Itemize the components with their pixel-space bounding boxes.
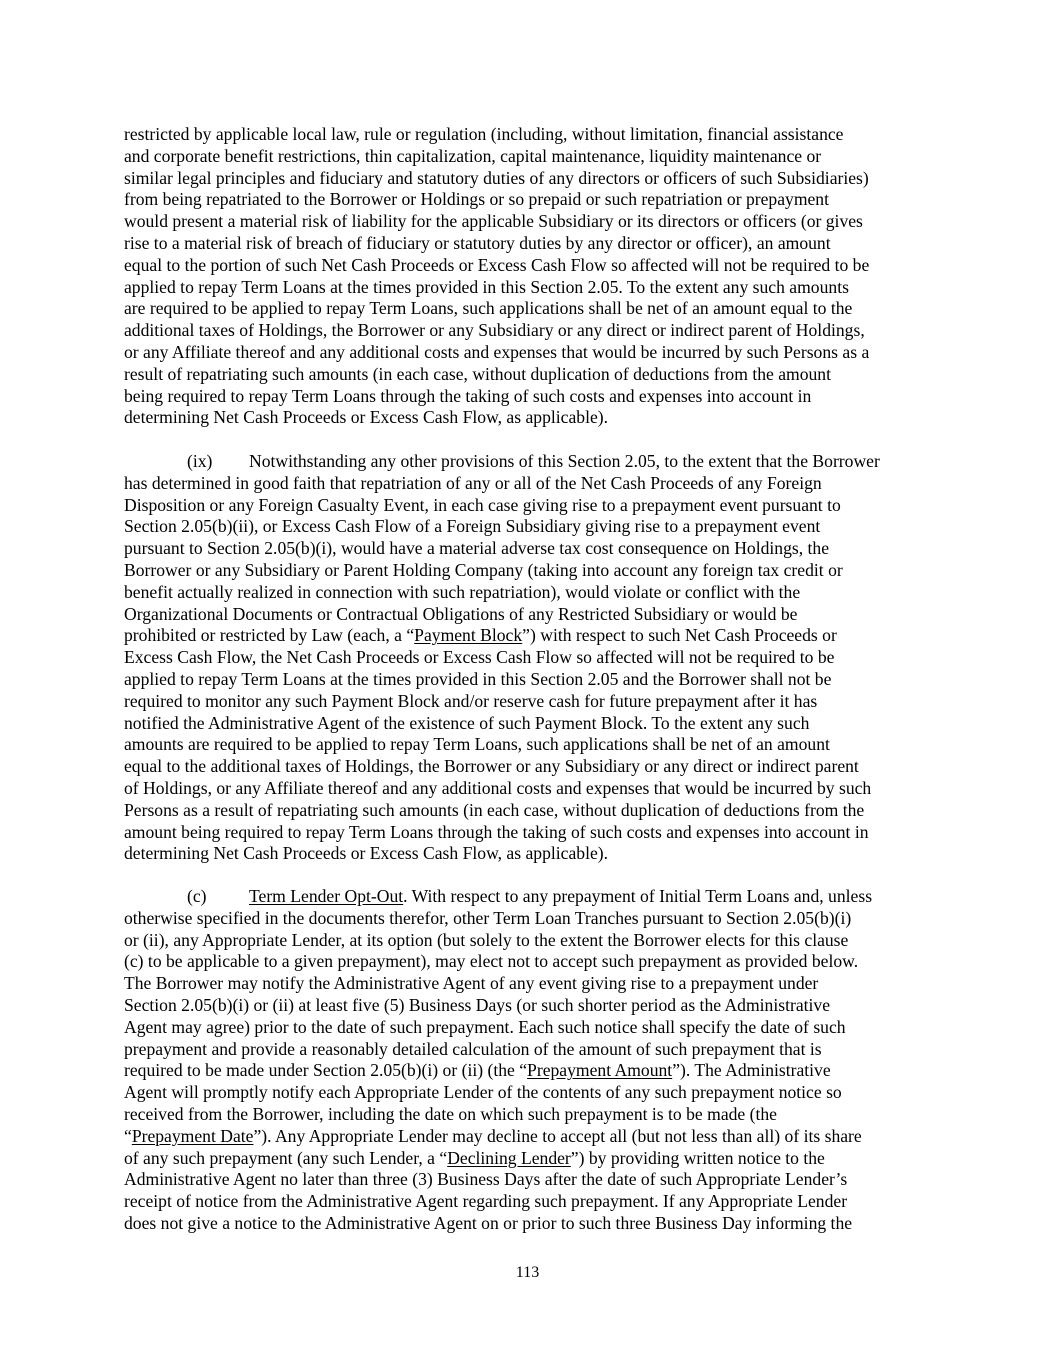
text-line <box>124 625 934 647</box>
text-line: prepayment and provide a reasonably detailed calculation of the amount of such prepayment that is <box>124 1038 822 1059</box>
paragraph-ix <box>124 451 934 865</box>
text-line: determining Net Cash Proceeds or Excess Cash Flow, as applicable). <box>124 843 609 864</box>
text-line: required to monitor any such Payment Block and/or reserve cash for future prepayment after it has <box>124 690 818 711</box>
defined-term-payment-block: Payment Block <box>414 625 523 646</box>
text-line: otherwise specified in the documents therefor, other Term Loan Tranches pursuant to Section 2.05(b)(i) <box>124 907 852 928</box>
text-line: Agent may agree) prior to the date of such prepayment. Each such notice shall specify the date of such <box>124 1016 846 1037</box>
text-line: The Borrower may notify the Administrative Agent of any event giving rise to a prepayment under <box>124 973 819 994</box>
text-line: has determined in good faith that repatriation of any or all of the Net Cash Proceeds of any Foreign <box>124 472 822 493</box>
text-line <box>124 451 934 473</box>
text-line <box>124 1126 934 1148</box>
text-run: “ <box>124 1125 132 1146</box>
defined-term-declining-lender: Declining Lender <box>447 1147 571 1168</box>
text-line: does not give a notice to the Administrative Agent on or prior to such three Business Day informing the <box>124 1212 853 1233</box>
text-line: from being repatriated to the Borrower or Holdings or so prepaid or such repatriation or prepayment <box>124 189 829 210</box>
text-line: or (ii), any Appropriate Lender, at its option (but solely to the extent the Borrower elects for this clause <box>124 929 849 950</box>
text-line: rise to a material risk of breach of fiduciary or statutory duties by any director or officer), an amount <box>124 232 831 253</box>
text-run: prohibited or restricted by Law (each, a “ <box>124 625 415 646</box>
section-heading-term-lender-opt-out: Term Lender Opt-Out <box>249 886 404 906</box>
text-line: similar legal principles and fiduciary and statutory duties of any directors or officers of such Subsidiaries) <box>124 167 869 188</box>
text-line: Persons as a result of repatriating such amounts (in each case, without duplication of deductions from the <box>124 799 865 820</box>
text-line: being required to repay Term Loans through the taking of such costs and expenses into account in <box>124 385 812 406</box>
text-line: equal to the portion of such Net Cash Proceeds or Excess Cash Flow so affected will not be required to be <box>124 254 870 275</box>
text-line: of Holdings, or any Affiliate thereof and any additional costs and expenses that would be incurred by such <box>124 777 872 798</box>
text-line: benefit actually realized in connection with such repatriation), would violate or conflict with the <box>124 581 801 602</box>
clause-marker: (c) <box>187 886 207 906</box>
text-line <box>124 1060 934 1082</box>
text-run: of any such prepayment (any such Lender, a “ <box>124 1147 448 1168</box>
text-line: are required to be applied to repay Term Loans, such applications shall be net of an amount equal to the <box>124 298 853 319</box>
paragraph-continuation <box>124 124 934 429</box>
text-line: or any Affiliate thereof and any additional costs and expenses that would be incurred by such Persons as a <box>124 341 870 362</box>
text-line: amount being required to repay Term Loans through the taking of such costs and expenses into account in <box>124 821 869 842</box>
text-line: applied to repay Term Loans at the times provided in this Section 2.05 and the Borrower shall not be <box>124 668 832 689</box>
clause-marker: (ix) <box>187 451 213 471</box>
text-line: Disposition or any Foreign Casualty Event, in each case giving rise to a prepayment event pursuant to <box>124 494 841 515</box>
defined-term-prepayment-amount: Prepayment Amount <box>527 1060 673 1081</box>
paragraph-c <box>124 886 934 1235</box>
text-run: . With respect to any prepayment of Initial Term Loans and, unless <box>403 886 873 906</box>
text-line: (c) to be applicable to a given prepayment), may elect not to accept such prepayment as provided below. <box>124 951 859 972</box>
text-line <box>124 886 934 908</box>
text-line: Agent will promptly notify each Appropriate Lender of the contents of any such prepayment notice so <box>124 1082 842 1103</box>
text-run: required to be made under Section 2.05(b)(i) or (ii) (the “ <box>124 1060 528 1081</box>
text-line: restricted by applicable local law, rule or regulation (including, without limitation, financial assistance <box>124 124 844 144</box>
text-line: amounts are required to be applied to repay Term Loans, such applications shall be net of an amount <box>124 734 830 755</box>
text-line: Excess Cash Flow, the Net Cash Proceeds or Excess Cash Flow so affected will not be required to be <box>124 647 835 668</box>
text-line: determining Net Cash Proceeds or Excess Cash Flow, as applicable). <box>124 407 609 428</box>
text-line: pursuant to Section 2.05(b)(i), would have a material adverse tax cost consequence on Holdings, the <box>124 538 830 559</box>
defined-term-prepayment-date: Prepayment Date <box>131 1125 254 1146</box>
text-line: result of repatriating such amounts (in each case, without duplication of deductions from the amount <box>124 363 831 384</box>
text-line: Section 2.05(b)(ii), or Excess Cash Flow of a Foreign Subsidiary giving rise to a prepayment event <box>124 516 821 537</box>
page-number: 113 <box>515 1264 540 1281</box>
text-line: notified the Administrative Agent of the existence of such Payment Block. To the extent any such <box>124 712 810 733</box>
text-line: Section 2.05(b)(i) or (ii) at least five (5) Business Days (or such shorter period as the Administrative <box>124 994 831 1015</box>
text-line: Organizational Documents or Contractual Obligations of any Restricted Subsidiary or would be <box>124 603 798 624</box>
text-line: applied to repay Term Loans at the times provided in this Section 2.05. To the extent any such amounts <box>124 276 849 297</box>
text-line: Administrative Agent no later than three (3) Business Days after the date of such Appropriate Lender’s <box>124 1169 848 1190</box>
text-line: equal to the additional taxes of Holdings, the Borrower or any Subsidiary or any direct or indirect parent <box>124 756 859 777</box>
text-line: Borrower or any Subsidiary or Parent Holding Company (taking into account any foreign tax credit or <box>124 559 843 580</box>
text-run: ”). The Administrative <box>672 1060 831 1081</box>
text-line: and corporate benefit restrictions, thin capitalization, capital maintenance, liquidity maintenance or <box>124 145 822 166</box>
text-run: ”) with respect to such Net Cash Proceeds or <box>522 625 837 646</box>
text-line <box>124 1148 934 1170</box>
text-run: Notwithstanding any other provisions of this Section 2.05, to the extent that the Borrower <box>249 451 880 471</box>
text-line: would present a material risk of liability for the applicable Subsidiary or its directors or officers (or gives <box>124 211 863 232</box>
text-run: ”). Any Appropriate Lender may decline to accept all (but not less than all) of its share <box>253 1125 862 1146</box>
text-line: additional taxes of Holdings, the Borrower or any Subsidiary or any direct or indirect parent of Holdings, <box>124 320 865 341</box>
text-line: receipt of notice from the Administrative Agent regarding such prepayment. If any Appropriate Lender <box>124 1191 848 1212</box>
text-line: received from the Borrower, including the date on which such prepayment is to be made (the <box>124 1103 777 1124</box>
text-run: ”) by providing written notice to the <box>570 1147 825 1168</box>
